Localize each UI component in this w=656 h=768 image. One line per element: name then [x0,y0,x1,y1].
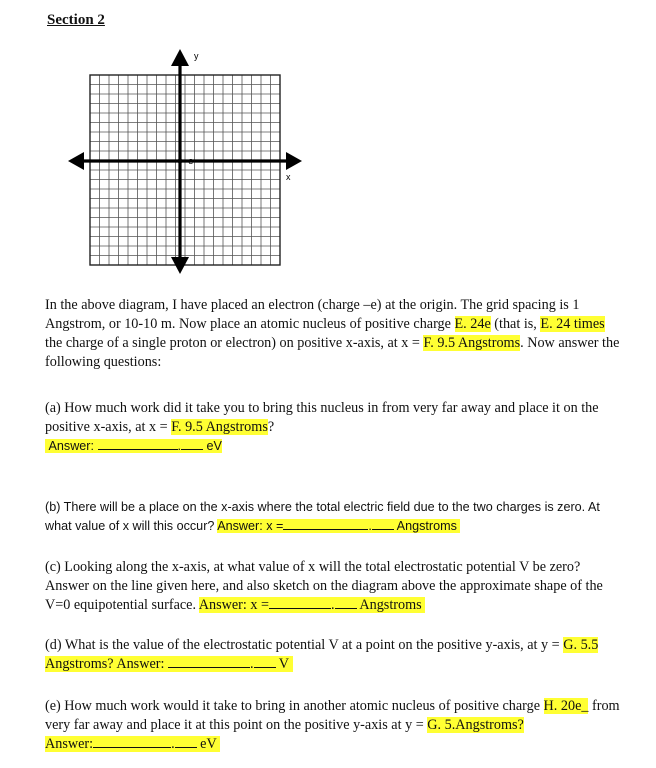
grid-lines [90,75,280,265]
question-e-text: (e) How much work would it take to bring in another atomic nucleus of positive charge [45,698,544,714]
question-a [45,399,620,456]
question-e-text-2: from very far away and place it at this point on the positive y-axis at y = [45,698,620,733]
answer-a-dot: . [177,439,181,453]
question-c-text: (c) Looking along the x-axis, at what value of x will the total electrostatic potential V be zero? Answer on the line given here, and also sketch on the diagram above the approximate shape of the V=0 equipotential surface. [45,559,603,613]
answer-b-blank-whole[interactable] [283,517,368,530]
answer-e-blank-whole[interactable] [93,735,171,748]
answer-a-blank-whole[interactable] [98,437,178,450]
question-b-text: (b) There will be a place on the x-axis where the total electric field due to the two charges is zero. At what value of x will this occur? [45,500,600,533]
electron-label: -e [185,156,194,167]
x-axis-left-arrow [68,152,84,170]
intro-paragraph [45,296,620,372]
answer-c-blank-decimal[interactable] [335,596,357,609]
answer-d-blank-whole[interactable] [168,655,250,668]
intro-highlight-charge: E. 24e [454,316,491,332]
answer-a [45,439,222,453]
coordinate-grid-diagram [60,44,310,280]
answer-c-dot: . [331,597,335,613]
intro-highlight-multiple: E. 24 times [540,316,605,332]
question-a-highlight: F. 9.5 Angstroms [171,419,268,435]
x-axis-label: x [286,172,291,182]
question-e-highlight-charge: H. 20e_ [543,698,589,714]
answer-e-blank-decimal[interactable] [175,735,197,748]
answer-a-blank-decimal[interactable] [181,437,203,450]
answer-b-unit: Angstroms [396,519,457,533]
question-a-text: (a) How much work did it take you to bring this nucleus in from very far away and place it on the positive x-axis, at x = [45,400,599,435]
question-c [45,558,620,615]
answer-e [45,736,220,752]
answer-b [217,519,460,533]
answer-e-dot: . [171,736,175,752]
intro-text-1: In the above diagram, I have placed an electron (charge –e) at the origin. The grid spacing is 1 Angstrom, or 10-10 m. Now place an atomic nucleus of positive charge [45,297,580,332]
intro-highlight-position: F. 9.5 Angstroms [423,335,521,351]
answer-c-blank-whole[interactable] [269,596,331,609]
answer-e-unit: eV [200,736,217,752]
question-a-text-end: ? [267,419,275,435]
question-d-highlight: G. 5.5 Angstroms? Answer: [45,637,599,672]
answer-e-label: Answer: [45,736,94,752]
answer-d-blank-decimal[interactable] [254,655,276,668]
question-d [45,636,620,674]
question-b [45,498,620,536]
x-axis-right-arrow [286,152,302,170]
answer-c-label: Answer: x = [198,597,270,613]
answer-b-blank-decimal[interactable] [372,517,394,530]
intro-text-4: . Now answer the following questions: [45,335,620,370]
question-e [45,697,620,754]
answer-a-unit: eV [206,439,222,453]
section-title: Section 2 [47,12,105,28]
answer-b-dot: . [368,519,372,533]
answer-b-label: Answer: x = [217,519,284,533]
question-e-highlight-position: G. 5.Angstroms? [427,717,524,733]
electron-dot [178,159,183,164]
y-axis-up-arrow [171,49,189,66]
intro-text-3: the charge of a single proton or electron) on positive x-axis, at x = [45,335,424,351]
question-d-text: (d) What is the value of the electrostatic potential V at a point on the positive y-axis, at y = [45,637,564,653]
answer-c [199,597,425,613]
answer-c-unit: Angstroms [359,597,422,613]
y-axis-label: y [194,51,199,61]
intro-text-2: (that is, [490,316,541,332]
answer-a-label: Answer: [48,439,94,453]
answer-d-unit: V [278,656,290,672]
answer-d-dot: . [249,656,254,672]
